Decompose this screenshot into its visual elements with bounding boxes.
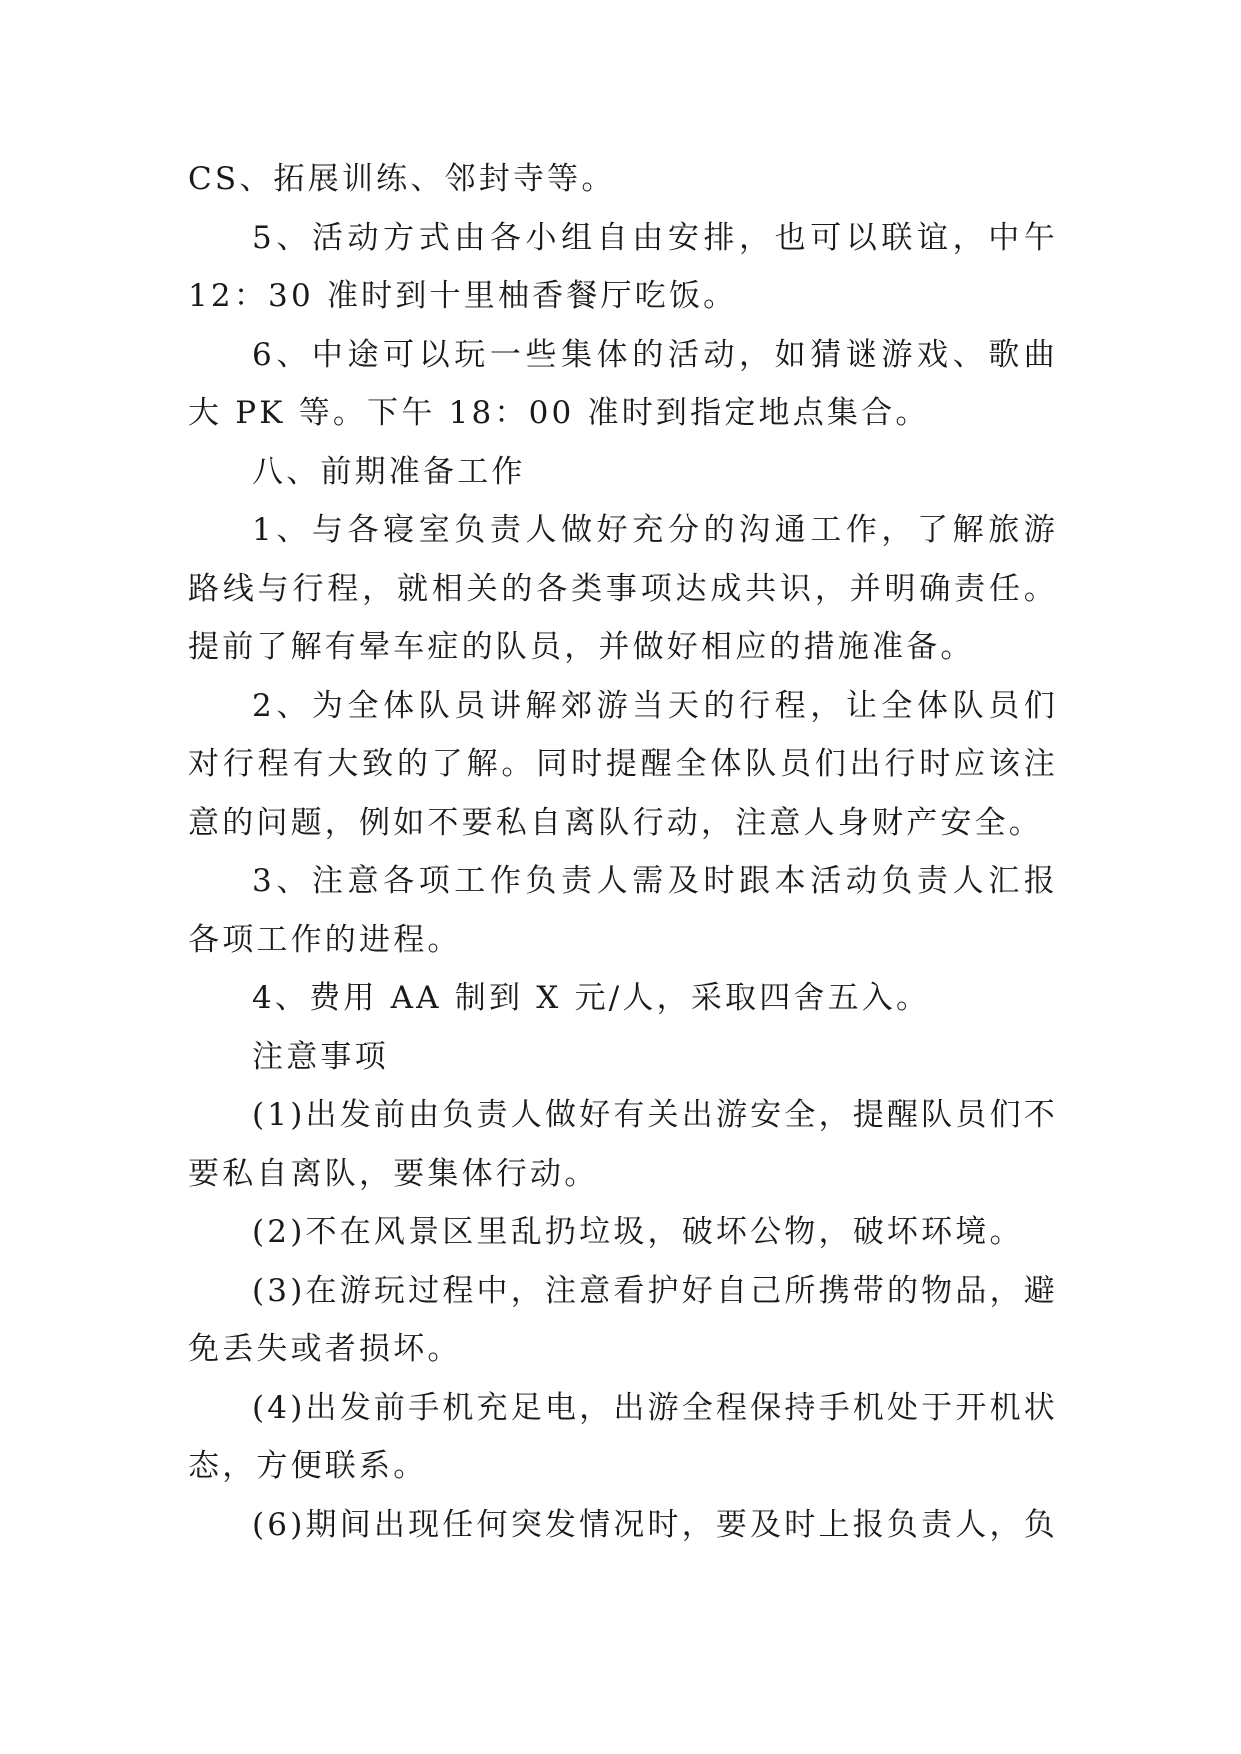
paragraph-prep-1: 1、与各寝室负责人做好充分的沟通工作，了解旅游路线与行程，就相关的各类事项达成共识，并明确责任。提前了解有晕车症的队员，并做好相应的措施准备。	[188, 512, 1058, 665]
paragraph-note-3: (3)在游玩过程中，注意看护好自己所携带的物品，避免丢失或者损坏。	[188, 1272, 1058, 1367]
document-body	[188, 150, 1058, 1554]
paragraph-note-6: (6)期间出现任何突发情况时，要及时上报负责人，负	[252, 1506, 1058, 1543]
section-heading-notes: 注意事项	[252, 1038, 389, 1075]
paragraph-prep-3: 3、注意各项工作负责人需及时跟本活动负责人汇报各项工作的进程。	[188, 863, 1058, 958]
paragraph-continuation: CS、拓展训练、邻封寺等。	[188, 161, 616, 197]
paragraph-item-6: 6、中途可以玩一些集体的活动，如猜谜游戏、歌曲大 PK 等。下午 18：00 准时到指定地点集合。	[188, 336, 1058, 431]
paragraph-prep-2: 2、为全体队员讲解郊游当天的行程，让全体队员们对行程有大致的了解。同时提醒全体队员们出行时应该注意的问题，例如不要私自离队行动，注意人身财产安全。	[188, 687, 1058, 841]
paragraph-prep-4: 4、费用 AA 制到 X 元/人，采取四舍五入。	[252, 980, 931, 1016]
paragraph-note-4: (4)出发前手机充足电，出游全程保持手机处于开机状态，方便联系。	[188, 1389, 1058, 1484]
paragraph-note-2: (2)不在风景区里乱扔垃圾，破坏公物，破坏环境。	[252, 1214, 1024, 1250]
paragraph-note-1: (1)出发前由负责人做好有关出游安全，提醒队员们不要私自离队，要集体行动。	[188, 1097, 1058, 1192]
section-heading-preparation: 八、前期准备工作	[252, 453, 526, 490]
paragraph-item-5: 5、活动方式由各小组自由安排，也可以联谊，中午 12：30 准时到十里柚香餐厅吃饭。	[188, 219, 1058, 314]
